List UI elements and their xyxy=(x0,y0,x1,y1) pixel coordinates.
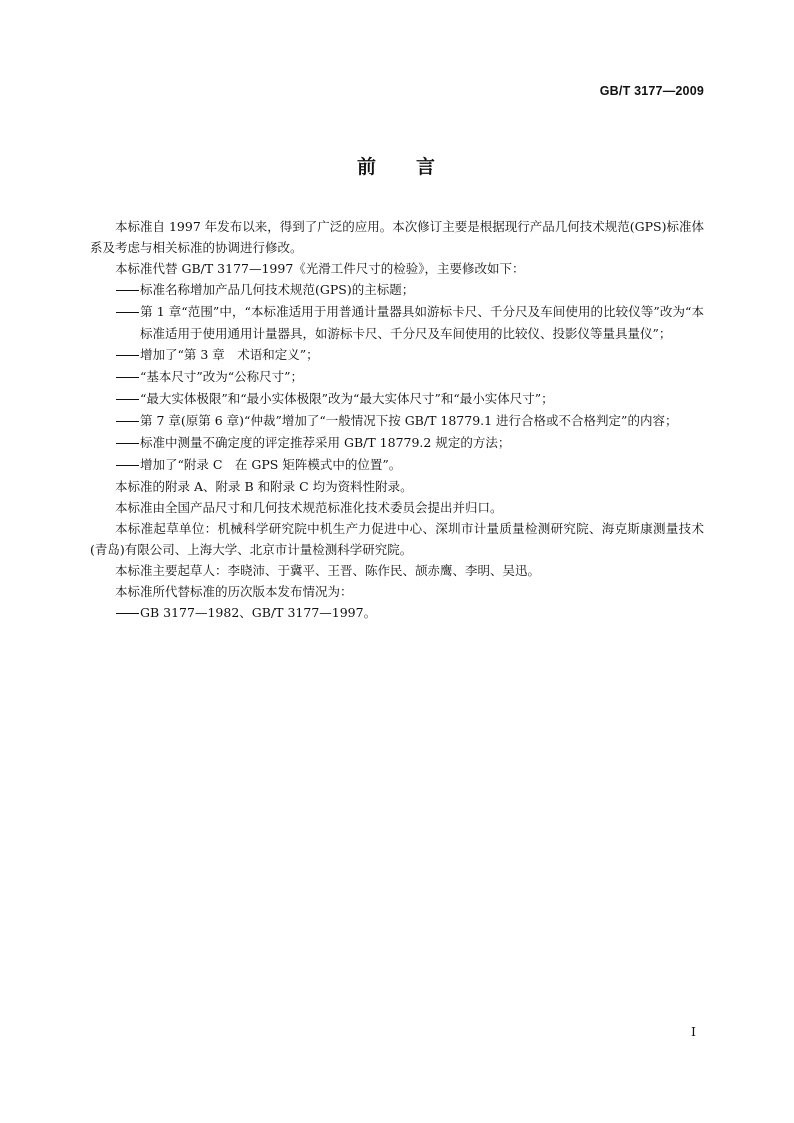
list-item xyxy=(90,344,704,366)
title-char-2: 言 xyxy=(416,156,438,178)
em-dash-marker xyxy=(115,345,140,366)
paragraph: 本标准代替 GB/T 3177—1997《光滑工件尺寸的检验》，主要修改如下： xyxy=(115,261,525,276)
em-dash-marker xyxy=(115,367,140,388)
standard-code: GB/T 3177—2009 xyxy=(599,84,704,98)
list-item-text: GB 3177—1982、GB/T 3177—1997。 xyxy=(140,605,377,620)
list-item-text: 第 1 章“范围”中，“本标准适用于用普通计量器具如游标卡尺、千分尺及车间使用的比较仪等”改为“本标准适用于使用通用计量器具，如游标卡尺、千分尺及车间使用的比较仪、投影仪等量具量仪”； xyxy=(140,304,704,341)
list-item-text: “最大实体极限”和“最小实体极限”改为“最大实体尺寸”和“最小实体尺寸”； xyxy=(140,391,554,406)
em-dash-marker xyxy=(115,603,140,624)
em-dash-marker xyxy=(115,302,140,323)
em-dash-marker xyxy=(115,280,140,301)
list-item xyxy=(90,602,704,624)
list-item xyxy=(90,410,704,432)
list-item-text: 增加了“附录 C 在 GPS 矩阵模式中的位置”。 xyxy=(140,457,402,472)
list-item-text: 第 7 章(原第 6 章)“仲裁”增加了“一般情况下按 GB/T 18779.1 进行合格或不合格判定”的内容； xyxy=(140,413,678,428)
em-dash-marker xyxy=(115,433,140,454)
paragraph: 本标准的附录 A、附录 B 和附录 C 均为资料性附录。 xyxy=(115,479,413,494)
foreword-body xyxy=(90,216,704,624)
paragraph: 本标准自 1997 年发布以来，得到了广泛的应用。本次修订主要是根据现行产品几何技术规范(GPS)标准体系及考虑与相关标准的协调进行修改。 xyxy=(90,219,704,255)
title-char-1: 前 xyxy=(356,156,378,178)
paragraph: 本标准主要起草人：李晓沛、于冀平、王晋、陈作民、颉赤鹰、李明、吴迅。 xyxy=(115,563,541,578)
list-item xyxy=(90,279,704,301)
list-item xyxy=(90,388,704,410)
list-item xyxy=(90,301,704,344)
list-item xyxy=(90,366,704,388)
paragraph: 本标准起草单位：机械科学研究院中机生产力促进中心、深圳市计量质量检测研究院、海克斯康测量技术(青岛)有限公司、上海大学、北京市计量检测科学研究院。 xyxy=(90,521,704,557)
list-item-text: 标准中测量不确定度的评定推荐采用 GB/T 18779.2 规定的方法； xyxy=(140,435,511,450)
paragraph: 本标准由全国产品尺寸和几何技术规范标准化技术委员会提出并归口。 xyxy=(115,500,503,515)
list-item-text: 标准名称增加产品几何技术规范(GPS)的主标题； xyxy=(140,282,415,297)
list-item xyxy=(90,432,704,454)
list-item-text: “基本尺寸”改为“公称尺寸”； xyxy=(140,369,304,384)
list-item xyxy=(90,454,704,476)
em-dash-marker xyxy=(115,411,140,432)
em-dash-marker xyxy=(115,389,140,410)
page-number: I xyxy=(691,1024,696,1039)
page-title xyxy=(0,152,794,179)
list-item-text: 增加了“第 3 章 术语和定义”； xyxy=(140,347,319,362)
em-dash-marker xyxy=(115,455,140,476)
paragraph: 本标准所代替标准的历次版本发布情况为： xyxy=(115,584,353,599)
